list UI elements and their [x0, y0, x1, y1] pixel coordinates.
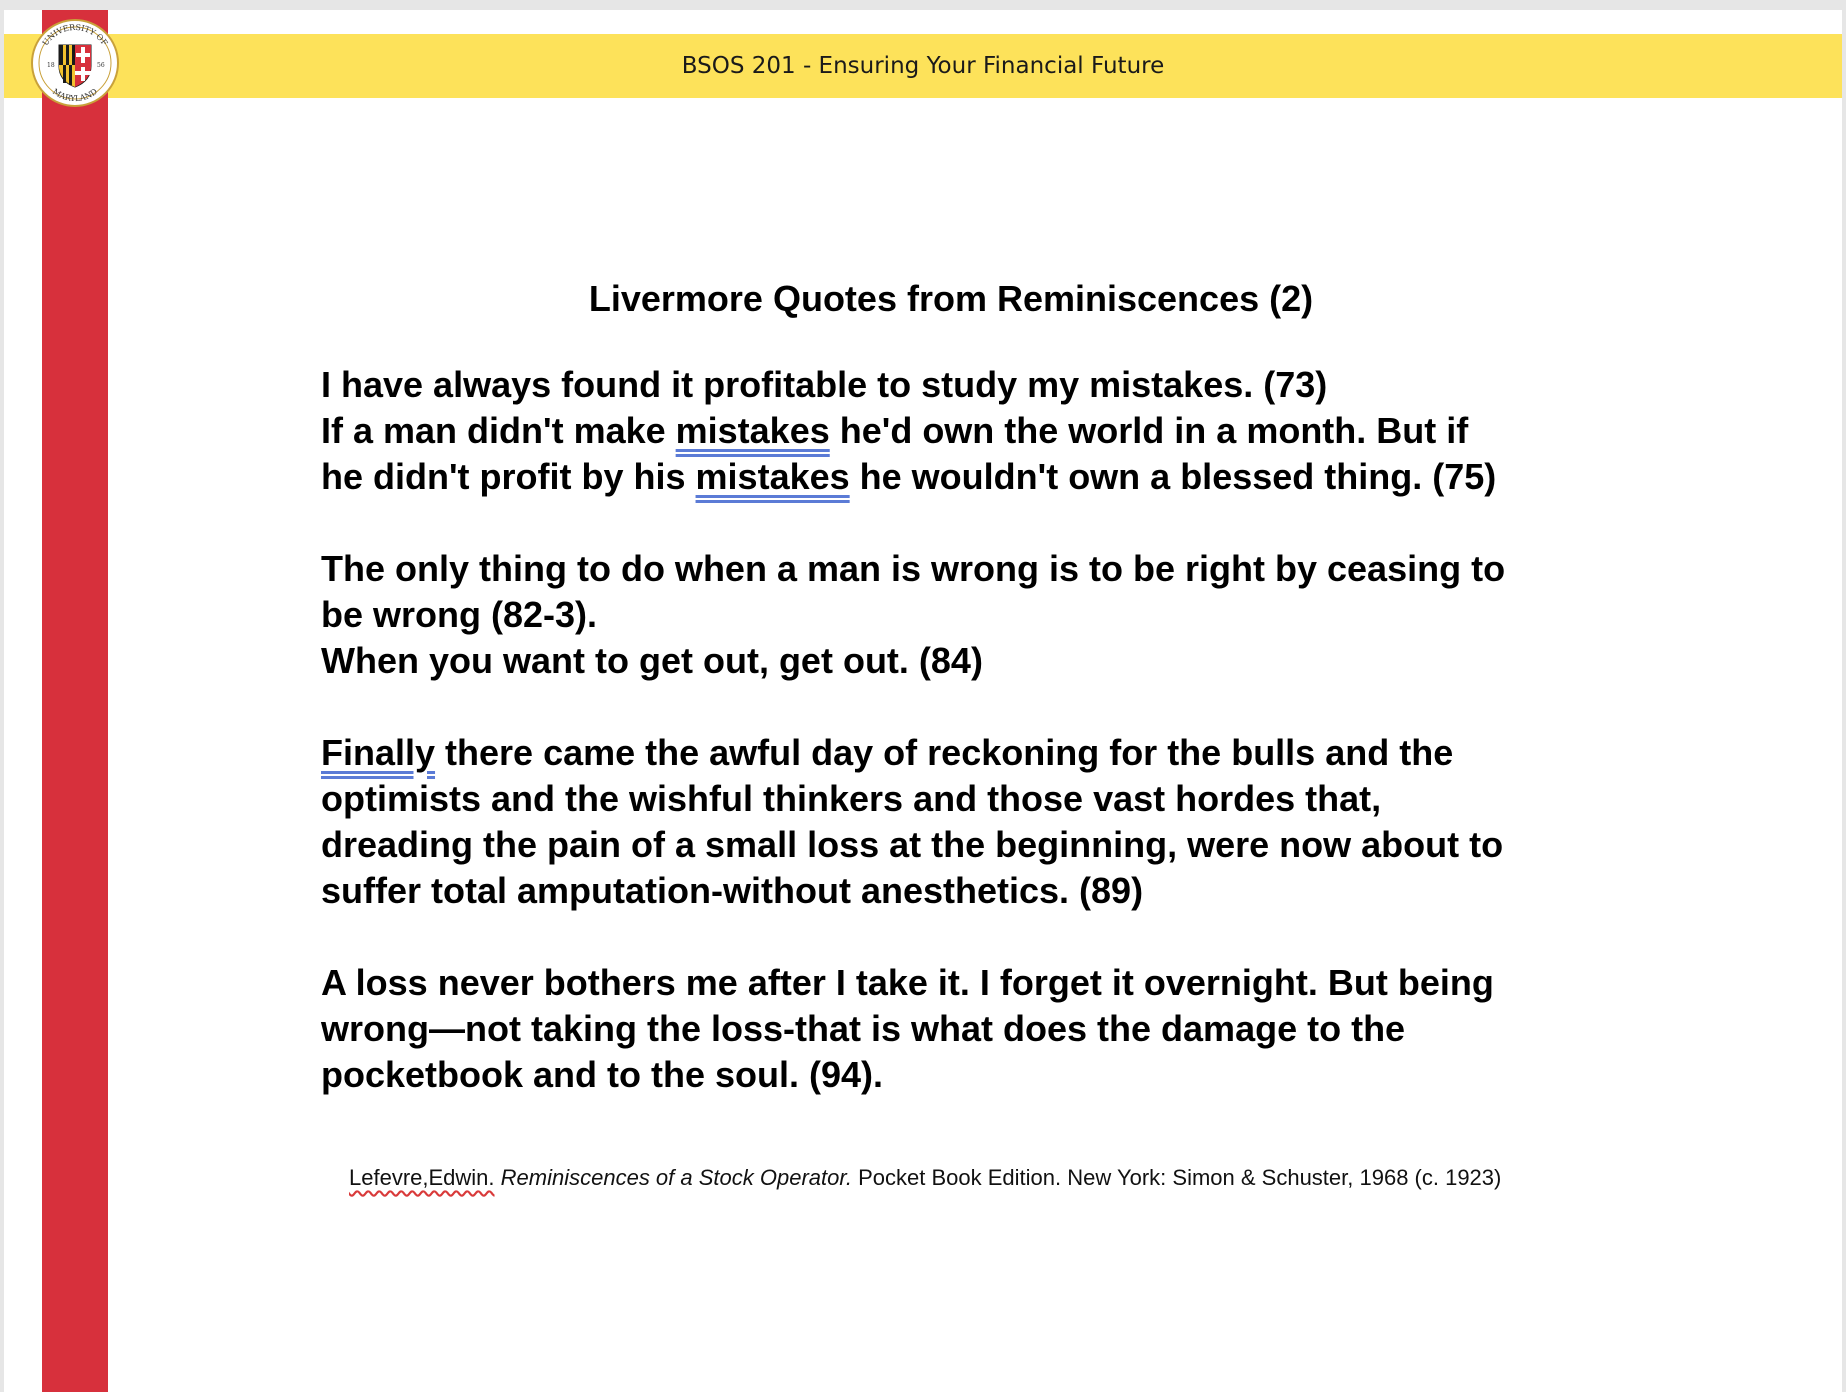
slide-content	[321, 278, 1621, 1098]
grammar-flagged-word[interactable]: mistakes	[695, 456, 850, 497]
quote-line: optimists and the wishful thinkers and those vast hordes that,	[321, 778, 1382, 819]
quote-line: I have always found it profitable to study my mistakes. (73)	[321, 364, 1328, 405]
quote-line	[321, 454, 1621, 500]
quote-line: dreading the pain of a small loss at the beginning, were now about to	[321, 824, 1504, 865]
quote-block-1	[321, 362, 1621, 500]
quote-line: A loss never bothers me after I take it. I forget it overnight. But being	[321, 962, 1494, 1003]
paragraph-gap	[321, 684, 1621, 730]
quote-text: he wouldn't own a blessed thing. (75)	[849, 456, 1497, 497]
quote-block-3	[321, 730, 1621, 914]
quote-block-4	[321, 960, 1621, 1098]
quote-line: When you want to get out, get out. (84)	[321, 640, 983, 681]
quote-line: wrong—not taking the loss-that is what does the damage to the	[321, 1008, 1406, 1049]
slide	[4, 10, 1842, 1392]
quote-text: he didn't profit by his	[321, 456, 696, 497]
seal-top-text: UNIVERSITY OF	[40, 22, 110, 48]
quote-line: pocketbook and to the soul. (94).	[321, 1054, 884, 1095]
seal-bottom-text: MARYLAND	[50, 86, 100, 104]
citation-author[interactable]: Lefevre,Edwin.	[349, 1165, 495, 1190]
seal-year-right: 56	[97, 62, 105, 69]
seal-year-left: 18	[47, 62, 55, 69]
grammar-flagged-word[interactable]: Finally	[321, 732, 436, 773]
citation-details: Pocket Book Edition. New York: Simon & Schuster, 1968 (c. 1923)	[852, 1165, 1502, 1190]
citation	[349, 1165, 1649, 1191]
left-red-bar	[42, 10, 108, 1392]
quote-text: he'd own the world in a month. But if	[829, 410, 1469, 451]
quote-text: there came the awful day of reckoning for the bulls and the	[435, 732, 1454, 773]
slide-heading: Livermore Quotes from Reminiscences (2)	[588, 278, 1314, 319]
quote-block-2	[321, 546, 1621, 684]
quote-line: be wrong (82-3).	[321, 594, 598, 635]
citation-title: Reminiscences of a Stock Operator.	[500, 1165, 852, 1190]
header-title: BSOS 201 - Ensuring Your Financial Future	[681, 53, 1165, 79]
quote-text: If a man didn't make	[321, 410, 676, 451]
paragraph-gap	[321, 914, 1621, 960]
quote-line: suffer total amputation-without anesthetics. (89)	[321, 870, 1144, 911]
paragraph-gap	[321, 500, 1621, 546]
quote-line	[321, 408, 1621, 454]
quote-line	[321, 730, 1621, 776]
quote-line: The only thing to do when a man is wrong is to be right by ceasing to	[321, 548, 1506, 589]
grammar-flagged-word[interactable]: mistakes	[675, 410, 830, 451]
university-seal-icon	[30, 18, 120, 108]
